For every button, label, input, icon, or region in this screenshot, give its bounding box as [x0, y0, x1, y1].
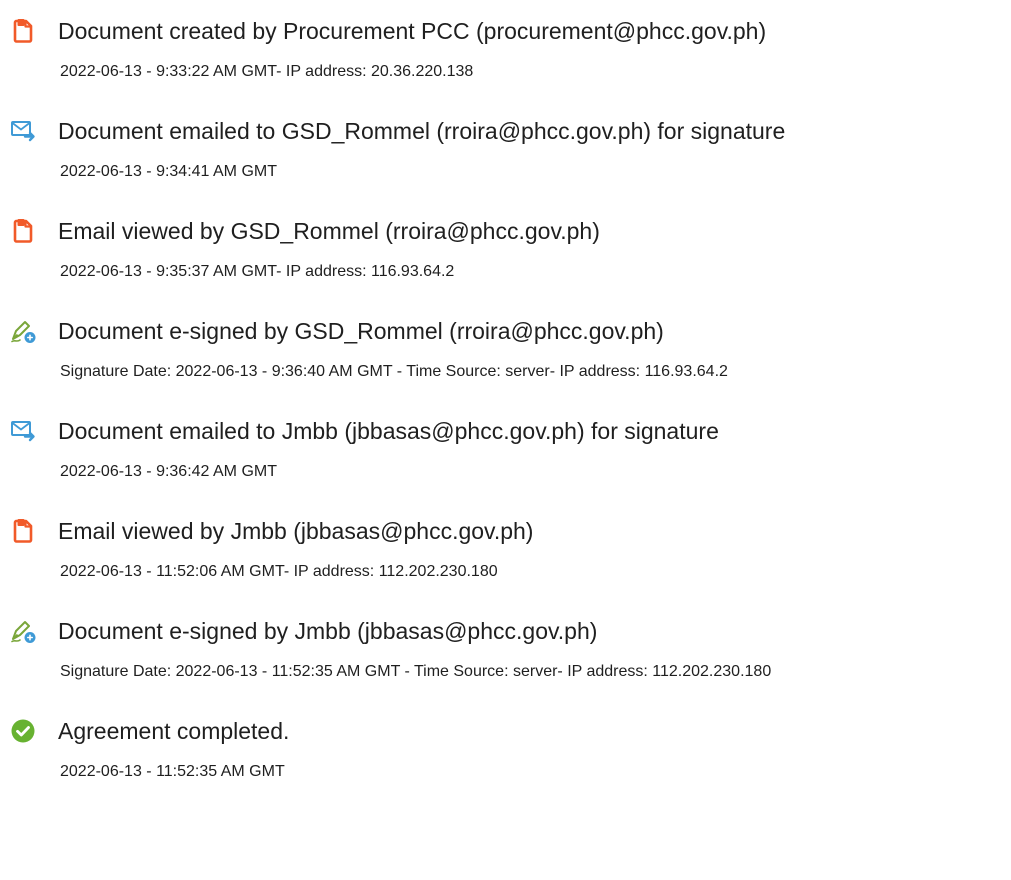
event-title: Agreement completed. — [58, 718, 290, 744]
document-icon — [10, 518, 36, 544]
event-detail: 2022-06-13 - 9:33:22 AM GMT- IP address: 20.36.220.138 — [60, 63, 474, 80]
event-detail: 2022-06-13 - 11:52:06 AM GMT- IP address: 112.202.230.180 — [60, 563, 498, 580]
audit-event — [0, 218, 1011, 318]
event-title: Document e-signed by Jmbb (jbbasas@phcc.gov.ph) — [58, 618, 598, 644]
audit-event — [0, 618, 1011, 718]
document-icon — [10, 18, 36, 44]
event-title: Email viewed by Jmbb (jbbasas@phcc.gov.ph) — [58, 518, 534, 544]
event-title: Document created by Procurement PCC (procurement@phcc.gov.ph) — [58, 18, 767, 44]
esign-pen-icon — [10, 318, 36, 344]
audit-event — [0, 18, 1011, 118]
event-title: Document emailed to Jmbb (jbbasas@phcc.gov.ph) for signature — [58, 418, 719, 444]
email-icon — [10, 418, 36, 444]
esign-pen-icon — [10, 618, 36, 644]
document-icon — [10, 218, 36, 244]
event-title: Email viewed by GSD_Rommel (rroira@phcc.gov.ph) — [58, 218, 600, 244]
event-title: Document e-signed by GSD_Rommel (rroira@phcc.gov.ph) — [58, 318, 664, 344]
audit-event — [0, 318, 1011, 418]
event-detail: Signature Date: 2022-06-13 - 9:36:40 AM GMT - Time Source: server- IP address: 116.93.64.2 — [60, 363, 728, 380]
audit-event — [0, 718, 1011, 818]
event-detail: 2022-06-13 - 9:35:37 AM GMT- IP address: 116.93.64.2 — [60, 263, 455, 280]
audit-event — [0, 518, 1011, 618]
email-icon — [10, 118, 36, 144]
event-detail: 2022-06-13 - 9:34:41 AM GMT — [60, 163, 277, 180]
event-detail: 2022-06-13 - 9:36:42 AM GMT — [60, 463, 277, 480]
event-detail: Signature Date: 2022-06-13 - 11:52:35 AM GMT - Time Source: server- IP address: 112.202.230.180 — [60, 663, 772, 680]
audit-event — [0, 418, 1011, 518]
event-title: Document emailed to GSD_Rommel (rroira@phcc.gov.ph) for signature — [58, 118, 786, 144]
event-detail: 2022-06-13 - 11:52:35 AM GMT — [60, 763, 285, 780]
audit-event — [0, 118, 1011, 218]
check-circle-icon — [10, 718, 36, 744]
